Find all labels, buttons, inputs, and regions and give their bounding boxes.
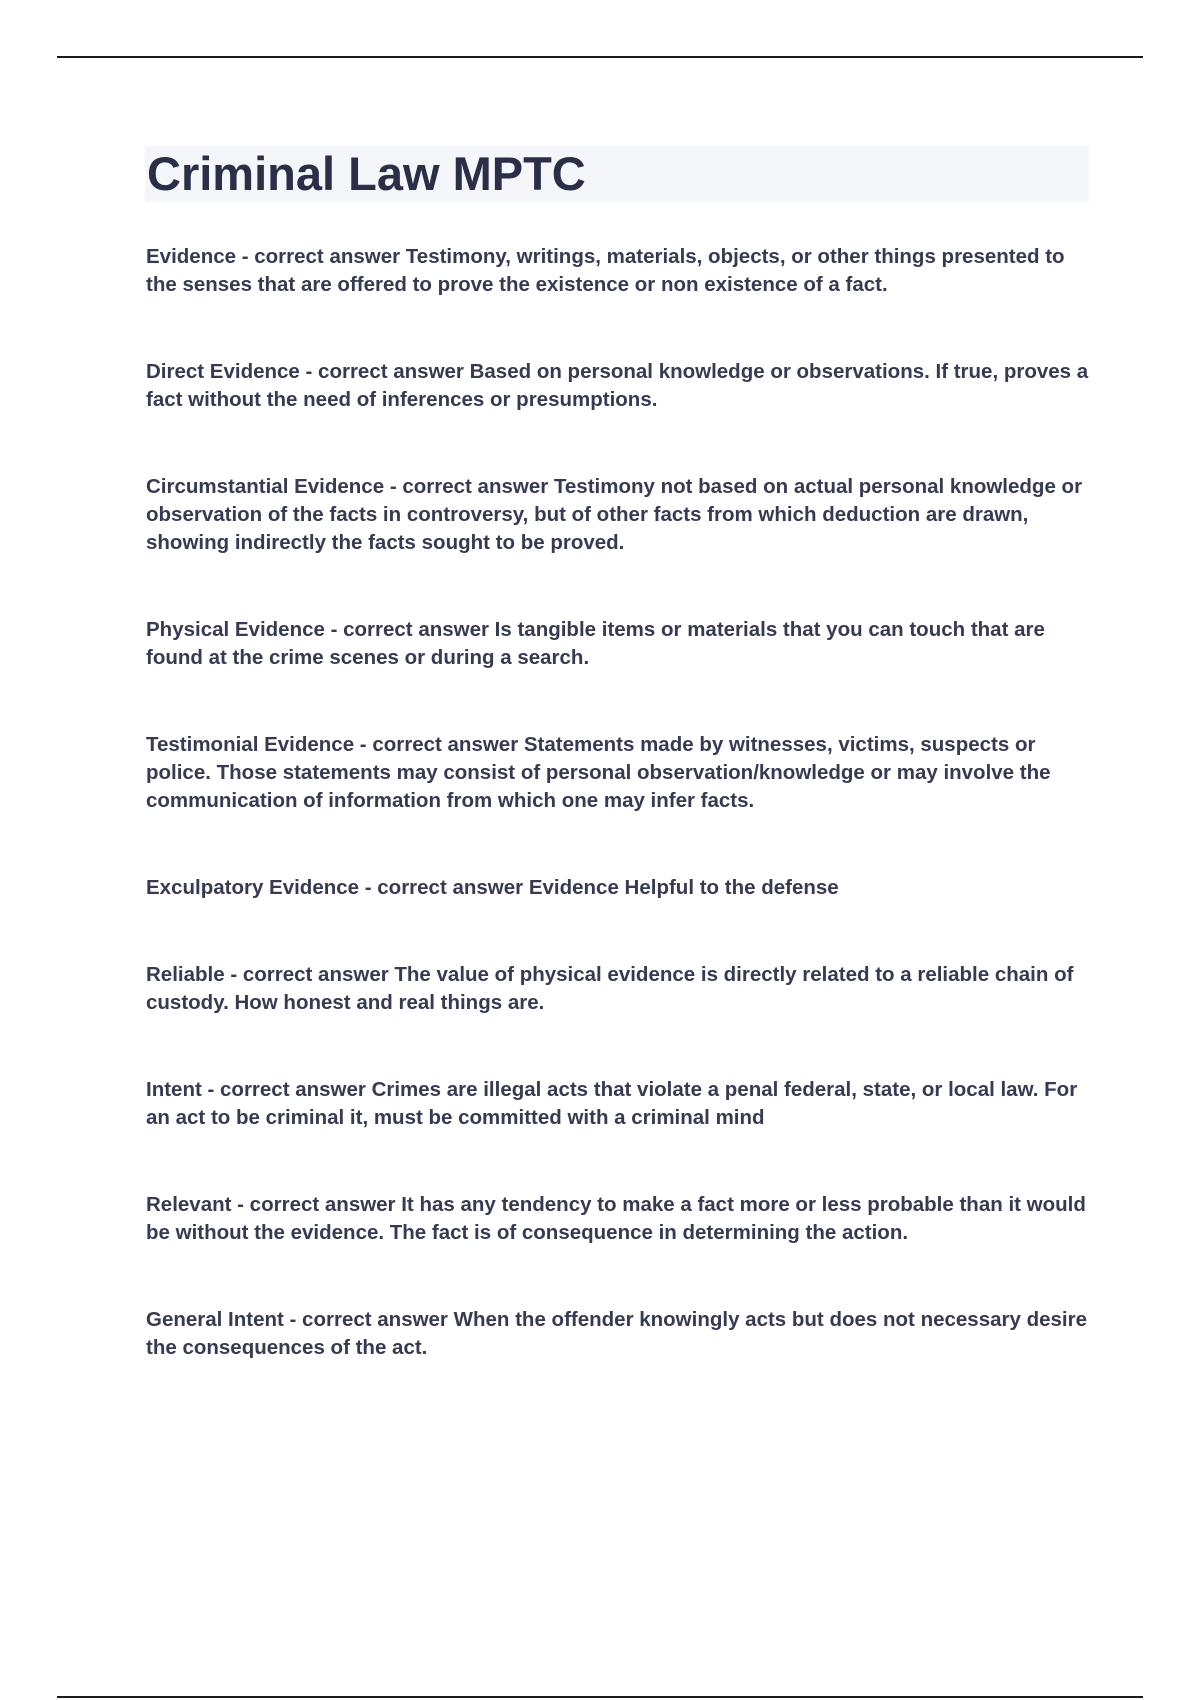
qa-term: General Intent: [146, 1308, 284, 1331]
qa-item: [146, 961, 1096, 1017]
qa-separator: - correct answer: [201, 1078, 372, 1101]
top-divider: [57, 56, 1143, 58]
qa-answer: Testimony, writings, materials, objects, or other things presented to the senses that are offered to prove the existence or non existence of a fact.: [146, 245, 1065, 296]
qa-separator: - correct answer: [299, 360, 470, 383]
qa-term: Relevant: [146, 1193, 232, 1216]
qa-separator: - correct answer: [359, 876, 529, 899]
qa-term: Intent: [146, 1078, 202, 1101]
qa-item: [146, 1191, 1096, 1247]
qa-answer: Is tangible items or materials that you can touch that are found at the crime scenes or during a search.: [146, 618, 1045, 669]
qa-term: Evidence: [146, 245, 237, 268]
qa-answer: Based on personal knowledge or observations. If true, proves a fact without the need of inferences or presumptions.: [146, 360, 1089, 411]
qa-separator: - correct answer: [324, 618, 495, 641]
qa-term: Circumstantial Evidence: [146, 475, 385, 498]
qa-item: [146, 358, 1096, 414]
qa-item: [146, 1306, 1096, 1362]
qa-answer: Crimes are illegal acts that violate a penal federal, state, or local law. For an act to be criminal it, must be committed with a criminal mind: [146, 1078, 1078, 1129]
qa-item: [146, 243, 1096, 299]
qa-answer: It has any tendency to make a fact more or less probable than it would be without the evidence. The fact is of consequence in determining the action.: [146, 1193, 1086, 1244]
qa-separator: - correct answer: [231, 1193, 402, 1216]
qa-item: [146, 1076, 1096, 1132]
qa-separator: - correct answer: [224, 963, 395, 986]
qa-answer: When the offender knowingly acts but does not necessary desire the consequences of the act.: [146, 1308, 1087, 1359]
qa-separator: - correct answer: [236, 245, 406, 268]
qa-term: Exculpatory Evidence: [146, 876, 360, 899]
qa-separator: - correct answer: [283, 1308, 454, 1331]
qa-term: Physical Evidence: [146, 618, 325, 641]
qa-answer: Testimony not based on actual personal knowledge or observation of the facts in controversy, but of other facts from which deduction are drawn, showing indirectly the facts sought to be proved.: [146, 475, 1083, 554]
qa-item: [146, 874, 1096, 902]
qa-list: [146, 243, 1096, 1362]
qa-answer: The value of physical evidence is directly related to a reliable chain of custody. How honest and real things are.: [146, 963, 1074, 1014]
qa-item: [146, 731, 1096, 815]
qa-answer: Statements made by witnesses, victims, suspects or police. Those statements may consist of personal observation/knowledge or may involve the communication of information from which one may infer facts.: [146, 733, 1051, 812]
title-band: [145, 146, 1089, 202]
qa-separator: - correct answer: [354, 733, 524, 756]
qa-item: [146, 473, 1096, 557]
qa-term: Direct Evidence: [146, 360, 300, 383]
qa-term: Reliable: [146, 963, 225, 986]
qa-item: [146, 616, 1096, 672]
qa-separator: - correct answer: [384, 475, 554, 498]
bottom-divider: [57, 1696, 1143, 1698]
qa-term: Testimonial Evidence: [146, 733, 355, 756]
qa-answer: Evidence Helpful to the defense: [528, 876, 839, 899]
page-title: Criminal Law MPTC: [147, 147, 586, 200]
